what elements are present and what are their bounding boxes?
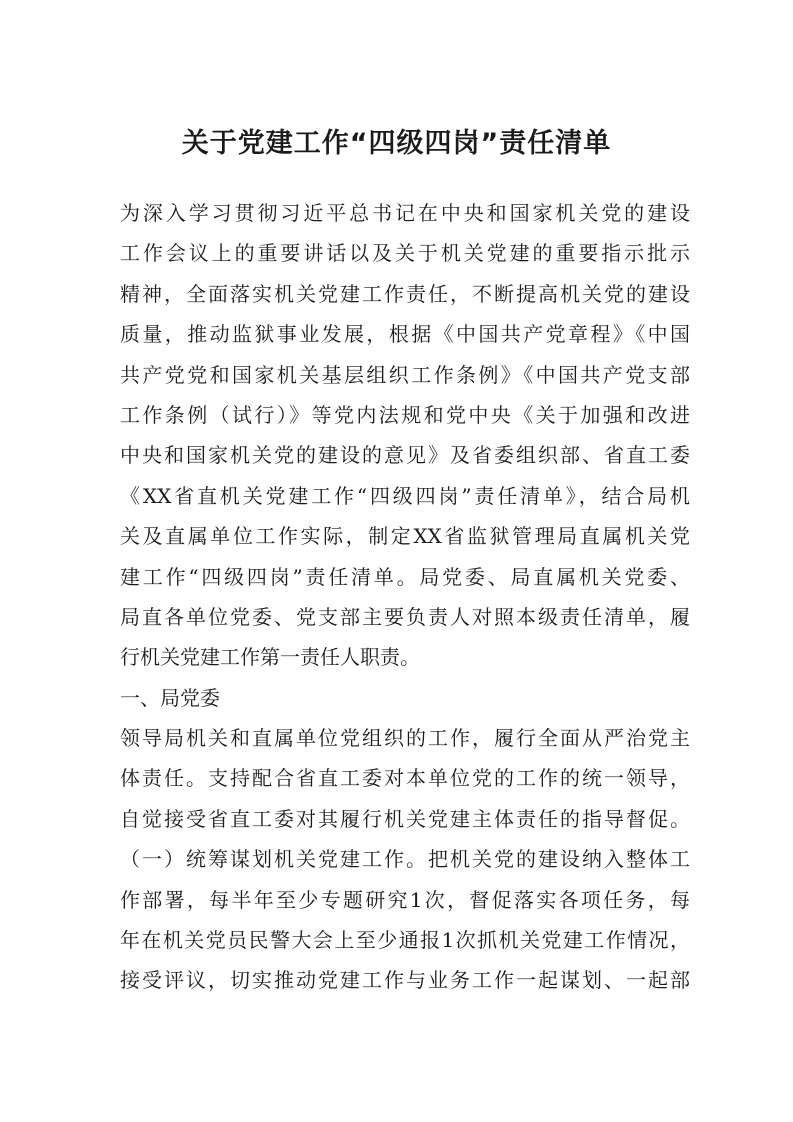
- paragraph-line: 中央和国家机关党的建设的意见》及省委组织部、省直工委: [120, 443, 690, 468]
- paragraph-line: 领导局机关和直属单位党组织的工作，履行全面从严治党主: [120, 726, 690, 751]
- paragraph-line: 共产党党和国家机关基层组织工作条例》《中国共产党支部: [120, 362, 690, 387]
- paragraph-line: 接受评议，切实推动党建工作与业务工作一起谋划、一起部: [120, 968, 690, 993]
- paragraph-line: 行机关党建工作第一责任人职责。: [120, 645, 420, 670]
- paragraph-line: 精神，全面落实机关党建工作责任，不断提高机关党的建设: [120, 281, 690, 306]
- section-heading: 一、局党委: [120, 685, 220, 710]
- paragraph-line: 作部署，每半年至少专题研究1次，督促落实各项任务，每: [120, 887, 690, 912]
- document-body: [120, 193, 690, 1001]
- paragraph-line: 为深入学习贯彻习近平总书记在中央和国家机关党的建设: [120, 201, 690, 225]
- paragraph-line: 《XX省直机关党建工作“四级四岗”责任清单》，结合局机: [120, 483, 690, 508]
- paragraph-line: （一）统筹谋划机关党建工作。把机关党的建设纳入整体工: [120, 847, 690, 872]
- paragraph-line: 关及直属单位工作实际，制定XX省监狱管理局直属机关党: [120, 524, 690, 549]
- paragraph-line: 局直各单位党委、党支部主要负责人对照本级责任清单，履: [120, 604, 690, 629]
- paragraph-line: 质量，推动监狱事业发展，根据《中国共产党章程》《中国: [120, 322, 690, 347]
- paragraph-line: 工作会议上的重要讲话以及关于机关党建的重要指示批示: [120, 241, 690, 266]
- paragraph-line: 年在机关党员民警大会上至少通报1次抓机关党建工作情况，: [120, 928, 690, 953]
- paragraph-line: 建工作“四级四岗”责任清单。局党委、局直属机关党委、: [120, 564, 690, 589]
- paragraph-line: 体责任。支持配合省直工委对本单位党的工作的统一领导，: [120, 766, 690, 791]
- document-title: 关于党建工作“四级四岗”责任清单: [181, 128, 612, 159]
- paragraph-line: 工作条例（试行）》等党内法规和党中央《关于加强和改进: [120, 402, 690, 427]
- paragraph-line: 自觉接受省直工委对其履行机关党建主体责任的指导督促。: [120, 806, 690, 831]
